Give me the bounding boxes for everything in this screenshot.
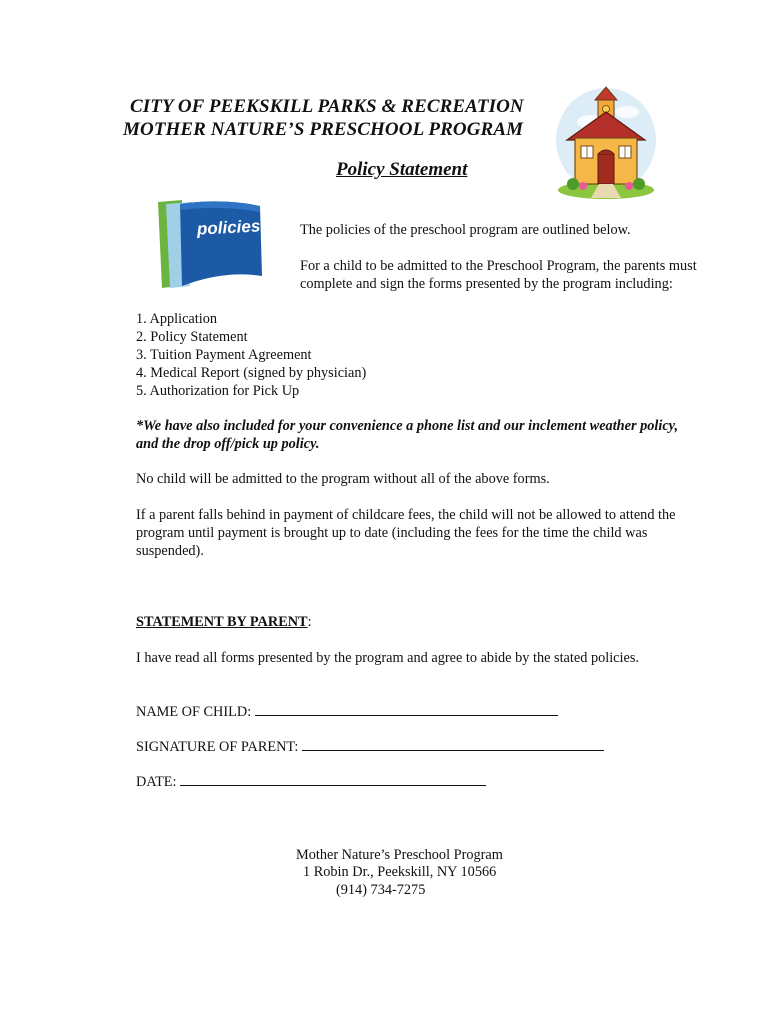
page-subtitle: Policy Statement: [336, 159, 468, 180]
title-line-2: MOTHER NATURE’S PRESCHOOL PROGRAM: [123, 119, 524, 140]
statement-heading-text: STATEMENT BY PARENT: [136, 614, 308, 630]
note-line-1: *We have also included for your convenience a phone list and our inclement weather policy,: [136, 418, 679, 434]
policies-folder-icon: [152, 196, 272, 294]
date-input-line[interactable]: [180, 773, 486, 786]
payment-line-2: program until payment is brought up to date (including the fees for the time the child was: [136, 525, 648, 541]
list-item: 3. Tuition Payment Agreement: [136, 347, 312, 363]
no-child-statement: No child will be admitted to the program without all of the above forms.: [136, 471, 550, 487]
parent-signature-field: [136, 738, 604, 756]
title-line-1: CITY OF PEEKSKILL PARKS & RECREATION: [130, 96, 524, 117]
child-name-label: NAME OF CHILD:: [136, 704, 252, 720]
date-field: [136, 773, 486, 791]
list-item: 5. Authorization for Pick Up: [136, 383, 300, 399]
payment-line-1: If a parent falls behind in payment of childcare fees, the child will not be allowed to attend the: [136, 507, 676, 523]
intro-line-2a: For a child to be admitted to the Preschool Program, the parents must: [300, 258, 697, 274]
child-name-field: [136, 703, 558, 721]
parent-signature-label: SIGNATURE OF PARENT:: [136, 739, 299, 755]
note-line-2: and the drop off/pick up policy.: [136, 436, 320, 452]
parent-signature-input-line[interactable]: [302, 738, 604, 751]
statement-heading-colon: :: [307, 614, 312, 630]
footer-address: 1 Robin Dr., Peekskill, NY 10566: [303, 864, 497, 880]
forms-list: [136, 310, 366, 400]
intro-line-2b: complete and sign the forms presented by the program including:: [300, 276, 673, 292]
statement-text: I have read all forms presented by the program and agree to abide by the stated policies.: [136, 650, 639, 666]
child-name-input-line[interactable]: [255, 703, 558, 716]
payment-line-3: suspended).: [136, 543, 204, 559]
footer-program-name: Mother Nature’s Preschool Program: [296, 847, 503, 863]
schoolhouse-icon: [553, 82, 659, 202]
policies-label: policies: [196, 216, 261, 239]
list-item: 1. Application: [136, 311, 218, 327]
intro-line-1: The policies of the preschool program are outlined below.: [300, 222, 631, 238]
list-item: 2. Policy Statement: [136, 329, 248, 345]
list-item: 4. Medical Report (signed by physician): [136, 365, 367, 381]
statement-heading: [136, 613, 312, 631]
date-label: DATE:: [136, 774, 177, 790]
footer-phone: (914) 734-7275: [336, 882, 426, 898]
